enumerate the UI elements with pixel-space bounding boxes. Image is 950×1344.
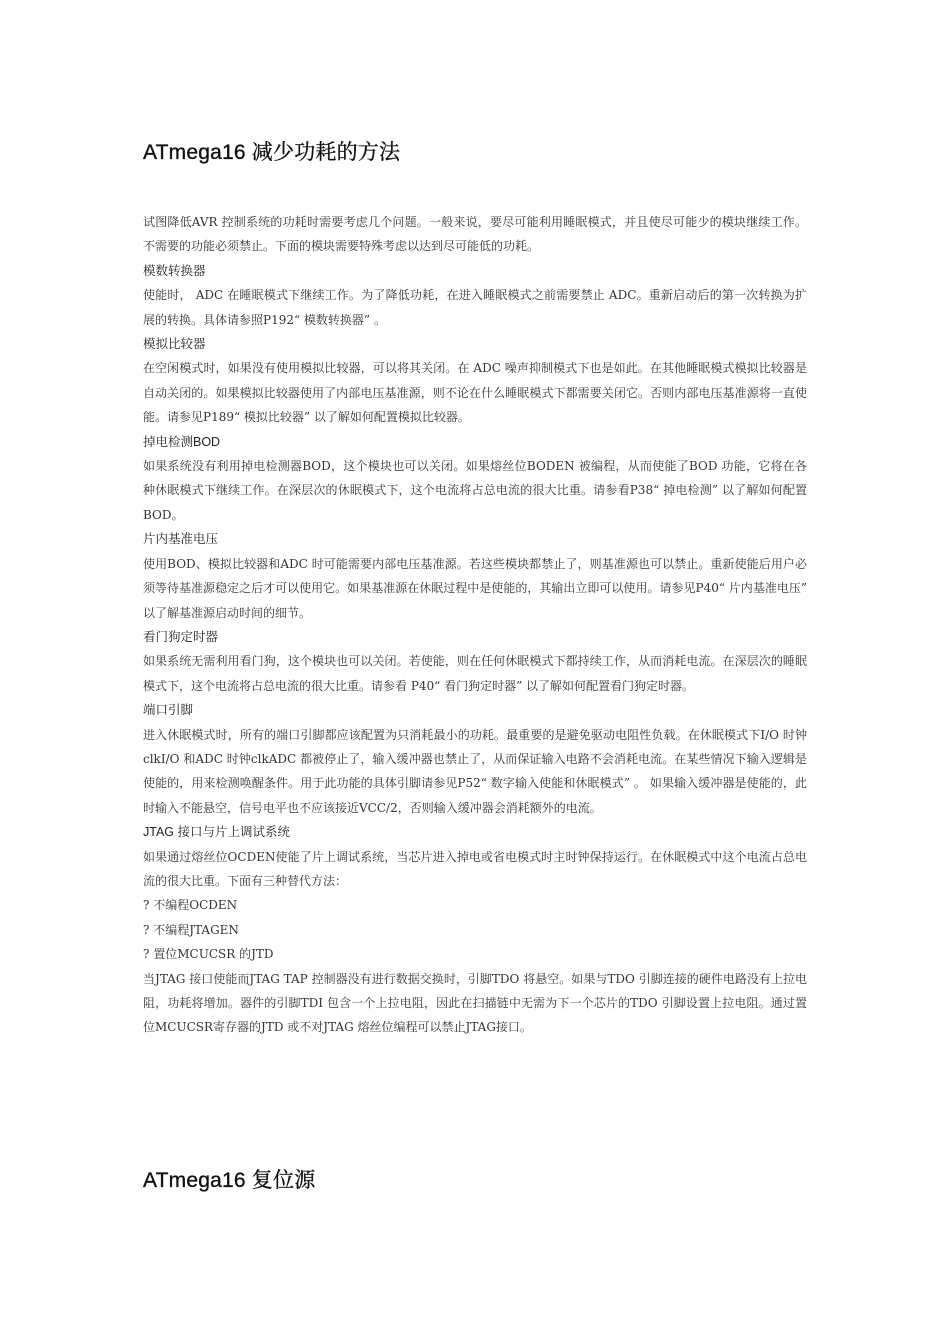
paragraph: 使用BOD、模拟比较器和ADC 时可能需要内部电压基准源。若这些模块都禁止了，则基准源也可以禁止。重新使能后用户必须等待基准源稳定之后才可以使用它。如果基准源在休眠过程中是使能的，其输出立即可以使用。请参见P40“ 片内基准电压” 以了解基准源启动时间的细节。: [143, 556, 807, 620]
section-watchdog: [143, 625, 807, 698]
paragraph: 如果系统无需利用看门狗，这个模块也可以关闭。若使能，则在任何休眠模式下都持续工作，从而消耗电流。在深层次的睡眠模式下，这个电流将占总电流的很大比重。请参看 P40“ 看门狗定时器” 以了解如何配置看门狗定时器。: [143, 654, 807, 693]
next-section-title: ATmega16 复位源: [143, 1169, 316, 1192]
subsection-heading: 片内基准电压: [143, 532, 219, 547]
subsection-heading: 看门狗定时器: [143, 629, 219, 644]
subsection-heading: JTAG 接口与片上调试系统: [143, 825, 290, 840]
section-internal-reference: [143, 527, 807, 625]
section-analog-comparator: [143, 332, 807, 430]
section-adc: [143, 259, 807, 332]
subsection-heading: 模拟比较器: [143, 337, 206, 352]
list-item: ? 置位MCUCSR 的JTD: [143, 947, 274, 962]
paragraph: 使能时， ADC 在睡眠模式下继续工作。为了降低功耗，在进入睡眠模式之前需要禁止 ADC。重新启动后的第一次转换为扩展的转换。具体请参照P192“ 模数转换器” 。: [143, 288, 807, 327]
section-port-pins: [143, 698, 807, 820]
section-title: ATmega16 减少功耗的方法: [143, 141, 401, 164]
list-item: ? 不编程OCDEN: [143, 898, 238, 913]
subsection-heading: 掉电检测BOD: [143, 434, 221, 449]
subsection-heading: 端口引脚: [143, 703, 194, 718]
section-bod: [143, 430, 807, 528]
document-body: [143, 210, 807, 1040]
intro-paragraph: 试图降低AVR 控制系统的功耗时需要考虑几个问题。一般来说，要尽可能利用睡眠模式，并且使尽可能少的模块继续工作。不需要的功能必须禁止。下面的模块需要特殊考虑以达到尽可能低的功耗。: [143, 215, 807, 254]
paragraph: 在空闲模式时，如果没有使用模拟比较器，可以将其关闭。在 ADC 噪声抑制模式下也是如此。在其他睡眠模式模拟比较器是自动关闭的。如果模拟比较器使用了内部电压基准源，则不论在什么睡眠模式下都需要关闭它。否则内部电压基准源将一直使能。请参见P189“ 模拟比较器” 以了解如何配置模拟比较器。: [143, 361, 807, 425]
list-item: ? 不编程JTAGEN: [143, 922, 239, 937]
paragraph: 如果系统没有利用掉电检测器BOD，这个模块也可以关闭。如果熔丝位BODEN 被编程，从而使能了BOD 功能，它将在各种休眠模式下继续工作。在深层次的休眠模式下，这个电流将占总电流的很大比重。请参看P38“ 掉电检测” 以了解如何配置BOD。: [143, 459, 807, 522]
paragraph: 如果通过熔丝位OCDEN使能了片上调试系统，当芯片进入掉电或省电模式时主时钟保持运行。在休眠模式中这个电流占总电流的很大比重。下面有三种替代方法：: [143, 849, 807, 888]
paragraph: 进入休眠模式时，所有的端口引脚都应该配置为只消耗最小的功耗。最重要的是避免驱动电阻性负载。在休眠模式下I/O 时钟clkI/O 和ADC 时钟clkADC 都被停止了，输入缓冲器也禁止了，从而保证输入电路不会消耗电流。在某些情况下输入逻辑是使能的，用来检测唤醒条件。用于此功能的具体引脚请参见P52“ 数字输入使能和休眠模式” 。 如果输入缓冲器是使能的，此时输入不能悬空，信号电平也不应该接近VCC/2，否则输入缓冲器会消耗额外的电流。: [143, 727, 807, 815]
subsection-heading: 模数转换器: [143, 263, 206, 278]
section-jtag: [143, 820, 807, 1040]
paragraph: 当JTAG 接口使能而JTAG TAP 控制器没有进行数据交换时，引脚TDO 将悬空。如果与TDO 引脚连接的硬件电路没有上拉电阻，功耗将增加。器件的引脚TDI 包含一个上拉电阻，因此在扫描链中无需为下一个芯片的TDO 引脚设置上拉电阻。通过置位MCUCSR寄存器的JTD 或不对JTAG 熔丝位编程可以禁止JTAG接口。: [143, 971, 807, 1035]
